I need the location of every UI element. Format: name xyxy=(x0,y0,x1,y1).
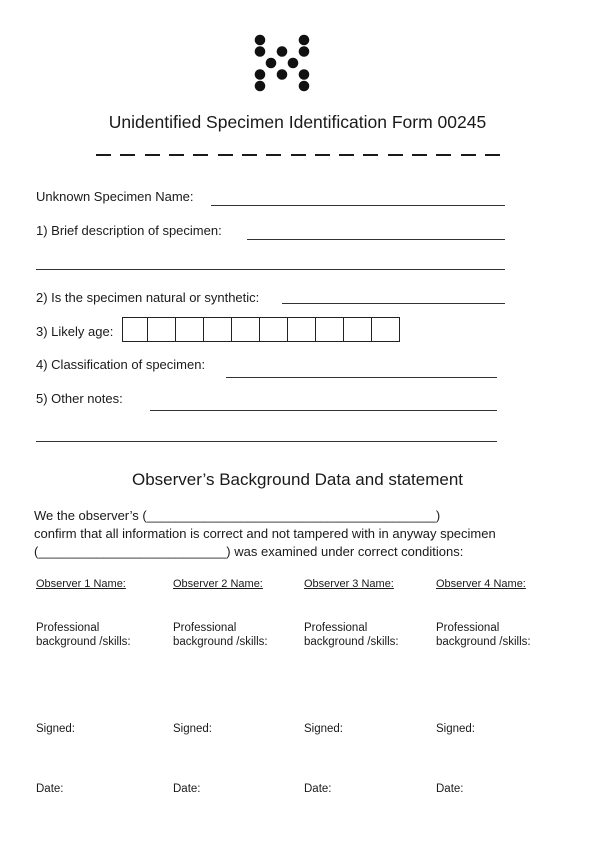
observer-name-label: Observer 3 Name: xyxy=(304,578,394,590)
divider-dash xyxy=(169,154,184,156)
divider-dash xyxy=(266,154,281,156)
description-field-line-1[interactable] xyxy=(247,239,505,240)
dashed-divider xyxy=(96,150,500,160)
divider-dash xyxy=(412,154,427,156)
divider-dash xyxy=(363,154,378,156)
description-field-line-2[interactable] xyxy=(36,269,505,270)
observer-name-label: Observer 2 Name: xyxy=(173,578,263,590)
observer-signed-label: Signed: xyxy=(304,723,344,735)
background-label-line-2: background /skills: xyxy=(173,636,268,648)
other-notes-label: 5) Other notes: xyxy=(36,391,123,406)
age-digit-box[interactable] xyxy=(372,317,400,342)
divider-dash xyxy=(485,154,500,156)
divider-dash xyxy=(120,154,135,156)
observer-4-column xyxy=(436,578,566,795)
divider-dash xyxy=(315,154,330,156)
dot-matrix-m-logo-icon xyxy=(252,34,312,92)
observer-background-label xyxy=(36,621,166,649)
background-label-line-2: background /skills: xyxy=(436,636,531,648)
observer-background-label xyxy=(436,621,566,649)
divider-dash xyxy=(96,154,111,156)
specimen-name-field[interactable] xyxy=(211,205,505,206)
observer-name-label: Observer 4 Name: xyxy=(436,578,526,590)
age-digit-box[interactable] xyxy=(148,317,176,342)
observer-name-label: Observer 1 Name: xyxy=(36,578,126,590)
classification-field[interactable] xyxy=(226,377,497,378)
statement-line-3: (__________________________) was examined under correct conditions: xyxy=(34,544,464,559)
background-label-line-2: background /skills: xyxy=(304,636,399,648)
likely-age-boxes xyxy=(122,317,400,342)
observer-1-column xyxy=(36,578,166,795)
divider-dash xyxy=(461,154,476,156)
observer-date-label: Date: xyxy=(36,783,64,795)
observer-2-column xyxy=(173,578,301,795)
observer-signed-label: Signed: xyxy=(173,723,213,735)
form-title: Unidentified Specimen Identification Form 00245 xyxy=(108,112,487,132)
divider-dash xyxy=(145,154,160,156)
observer-background-label xyxy=(173,621,301,649)
age-digit-box[interactable] xyxy=(232,317,260,342)
observer-date-label: Date: xyxy=(436,783,464,795)
age-digit-box[interactable] xyxy=(176,317,204,342)
background-label-line-1: Professional xyxy=(173,622,237,634)
observer-background-label xyxy=(304,621,432,649)
other-notes-field-line-2[interactable] xyxy=(36,441,497,442)
observer-signed-label: Signed: xyxy=(436,723,476,735)
classification-label: 4) Classification of specimen: xyxy=(36,357,206,372)
divider-dash xyxy=(193,154,208,156)
observer-signed-label: Signed: xyxy=(36,723,76,735)
divider-dash xyxy=(218,154,233,156)
observer-section-title: Observer’s Background Data and statement xyxy=(131,470,464,489)
statement-line-1: We the observer’s (________________________________________) xyxy=(34,508,441,523)
natural-synthetic-field[interactable] xyxy=(282,303,505,304)
description-label: 1) Brief description of specimen: xyxy=(36,223,222,238)
background-label-line-1: Professional xyxy=(36,622,100,634)
divider-dash xyxy=(339,154,354,156)
age-digit-box[interactable] xyxy=(260,317,288,342)
natural-synthetic-label: 2) Is the specimen natural or synthetic: xyxy=(36,290,260,305)
age-digit-box[interactable] xyxy=(316,317,344,342)
divider-dash xyxy=(291,154,306,156)
observer-3-column xyxy=(304,578,432,795)
other-notes-field-line-1[interactable] xyxy=(150,410,497,411)
observer-date-label: Date: xyxy=(304,783,332,795)
age-digit-box[interactable] xyxy=(288,317,316,342)
specimen-name-label: Unknown Specimen Name: xyxy=(36,189,194,204)
observer-date-label: Date: xyxy=(173,783,201,795)
divider-dash xyxy=(436,154,451,156)
statement-line-2: confirm that all information is correct and not tampered with in anyway specimen xyxy=(34,526,496,541)
background-label-line-1: Professional xyxy=(436,622,500,634)
likely-age-label: 3) Likely age: xyxy=(36,324,114,339)
divider-dash xyxy=(242,154,257,156)
background-label-line-1: Professional xyxy=(304,622,368,634)
age-digit-box[interactable] xyxy=(344,317,372,342)
divider-dash xyxy=(388,154,403,156)
background-label-line-2: background /skills: xyxy=(36,636,131,648)
age-digit-box[interactable] xyxy=(122,317,148,342)
age-digit-box[interactable] xyxy=(204,317,232,342)
